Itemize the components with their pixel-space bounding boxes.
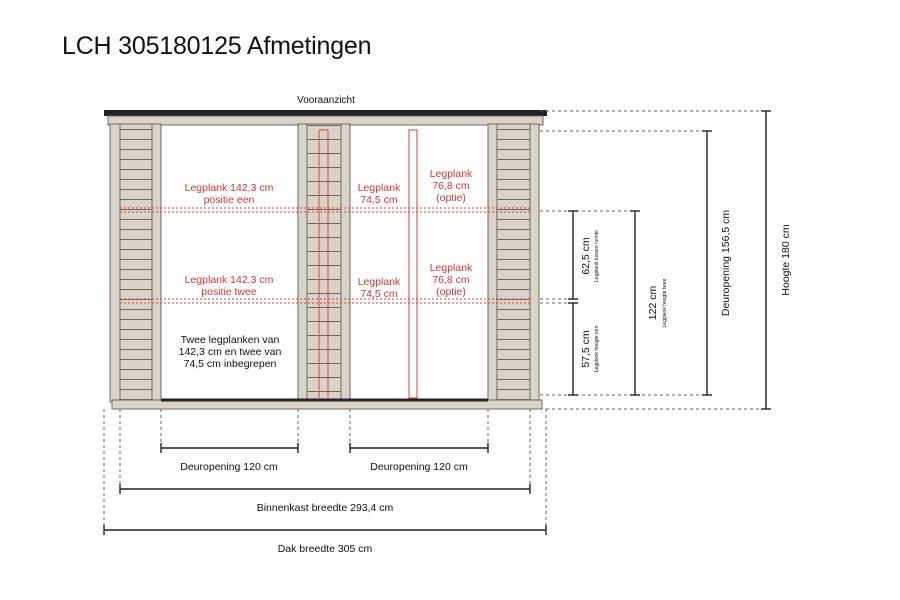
shelf-right-top-label: Legplank 76,8 cm (optie) (429, 168, 473, 204)
inner-width-dim-label: Binnenkast breedte 293,4 cm (256, 502, 394, 514)
right-wall-frame (530, 124, 539, 402)
shelf-gap-dim-label: 62,5 cm (580, 237, 592, 275)
total-height-dim-label: Hoogte 180 cm (780, 224, 792, 296)
option-rail (409, 130, 417, 398)
shelf-left-top-label: Legplank 142,3 cm positie een (184, 182, 274, 206)
door-right-dim-label: Deuropening 120 cm (370, 461, 468, 473)
shelf-one-dim-label: 57,5 cm (580, 330, 592, 368)
included-shelves-note: Twee legplanken van 142,3 cm en twee van 74,5 cm inbegrepen (178, 334, 282, 370)
shelf-right-bottom-label: Legplank 76,8 cm (optie) (429, 262, 473, 298)
right-post (488, 124, 497, 402)
roof (104, 110, 547, 116)
door-height-dim-label: Deuropening 156,5 cm (720, 209, 732, 317)
shelf-mid-bottom-label: Legplank 74,5 cm (357, 276, 401, 300)
middle-post-right (341, 124, 350, 402)
middle-boards (307, 124, 341, 402)
left-post (152, 124, 161, 402)
shelf-left-bottom-label: Legplank 142,3 cm positie twee (184, 274, 274, 298)
shelf-one-sub-label: Legplank hoogte een (594, 325, 600, 373)
shelf-gap-sub-label: Legplank tussen ruimte (594, 230, 600, 282)
shelf-mid-top-label: Legplank 74,5 cm (357, 182, 401, 206)
shelf-two-dim-label: 122 cm (647, 285, 659, 321)
door-left-dim-label: Deuropening 120 cm (180, 461, 278, 473)
page-title: LCH 305180125 Afmetingen (62, 32, 372, 60)
shelf-two-sub-label: Legplank hoogte twee (662, 278, 668, 328)
roof-width-dim-label: Dak breedte 305 cm (277, 543, 373, 555)
middle-post-left (298, 124, 307, 402)
view-label: Vooraanzicht (297, 95, 355, 106)
left-wall-frame (110, 124, 120, 402)
left-wall-boards (120, 124, 152, 402)
right-wall-boards (497, 124, 530, 402)
